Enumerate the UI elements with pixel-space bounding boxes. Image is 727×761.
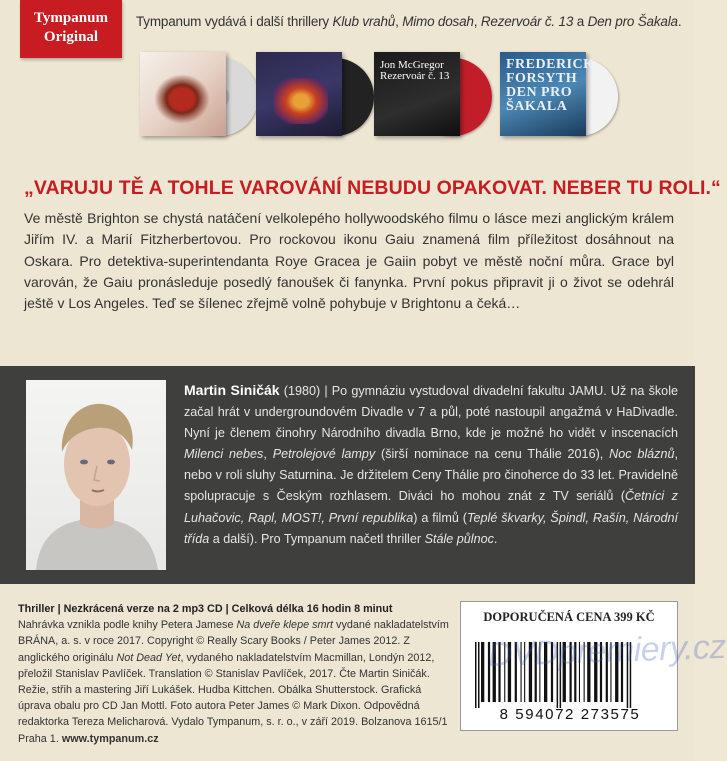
format-info: Thriller | Nezkrácená verze na 2 mp3 CD | Celková délka 16 hodin 8 minut — [18, 603, 393, 615]
bio-text: ) a filmů ( — [413, 510, 467, 525]
narrator-portrait-illustration — [26, 380, 166, 570]
bio-text: , nebo v roli sluhy Saturnina. Je držitelem Ceny Thálie pro činoherce do 33 let. Pravidelně spolupracuje s Českým rozhlasem. Diváci ho mohou znát z TV seriálů ( — [184, 447, 678, 504]
title-klub-vrahu: Klub vrahů — [332, 14, 396, 29]
barcode-bar — [481, 642, 484, 702]
cd-sleeve — [500, 52, 595, 136]
title-mimo-dosah: Mimo dosah — [402, 14, 474, 29]
badge-line2: Original — [43, 29, 99, 45]
cd-cover-klub-vrahu — [140, 52, 260, 136]
bio-text: (1980) | Po gymnáziu vystudoval divadelní fakultu JAMU. Už na škole začal hrát v undergroundovém Divadle v 7 a půl, poté nastoupil angažmá v HaDivadle. Nyní je členem činohry Národního divadla Brno, kde je možné ho vidět v inscenacích — [184, 384, 678, 441]
barcode-bar — [475, 642, 477, 708]
recommended-price: DOPORUČENÁ CENA 399 KČ — [483, 610, 655, 624]
barcode-number: 8 594072 273575 — [499, 706, 641, 723]
intro-suffix: . — [677, 14, 682, 29]
publisher-website: www.tympanum.cz — [61, 732, 159, 745]
cd-cover-text: FREDERICK FORSYTH DEN PRO ŠAKALA — [506, 57, 595, 114]
barcode-bar — [478, 642, 480, 708]
bio-text: a další). Pro Tympanum načetl thriller — [209, 531, 425, 546]
synopsis: Ve městě Brighton se chystá natáčení velkolepého hollywoodského filmu o lásce mezi anglickým králem Jiřím IV. a Marií Fitzherbertovou. Pro rockovou ikonu Gaiu znamená film příležitost dosáhnout na Oskara. Pro detektiva-superintendanta Roye Gracea je Gaiin pobyt ve městě noční můra. Grace byl varován, že Gaiu pronásleduje posedlý fanoušek či fanynka. První pokus připravit ji o život se odehrál ještě v Los Angeles. Teď se šílenec zřejmě volně pohybuje v Brightonu a čeká… — [24, 210, 674, 312]
bio-text: , — [263, 447, 273, 462]
intro-sep: , — [395, 14, 403, 29]
cd-sleeve — [140, 52, 226, 136]
production-credits — [18, 601, 454, 747]
tympanum-original-badge — [20, 0, 122, 58]
bio-play-title: Milenci nebes — [184, 447, 264, 462]
badge-line1: Tympanum — [34, 10, 108, 26]
bio-play-title: Petrolejové lampy — [272, 447, 376, 462]
intro-sep: , — [473, 14, 481, 29]
cd-cover-den-pro-sakala — [500, 52, 620, 136]
book-title-en: Not Dead Yet — [116, 651, 181, 664]
cd-cover-text: Jon McGregor Rezervoár č. 13 — [380, 59, 450, 82]
other-thrillers-intro — [136, 14, 686, 29]
credits-text — [18, 617, 454, 747]
cd-sleeve — [374, 52, 460, 136]
bio-text: (širší nominace na cenu Thálie 2016), — [375, 447, 610, 462]
credits-part: Nahrávka vznikla podle knihy Petera Jamese — [18, 619, 237, 632]
cd-cover-mimo-dosah — [256, 52, 376, 136]
credits-part: , vydaného nakladatelstvím Macmillan, Londýn 2012, přeložil Stanislav Pavlíček. Translation © Stanislav Pavlíček, 2017. Čte Martin Siničák. Režie, střih a mastering Jiří Lukášek. Hudba Kittchen. Obálka Shutterstock. Grafická úprava obalu pro CD Jan Mottl. Foto autora Peter James © Mark Dixon. Odpovědná redaktorka Tereza Melicharová. Vydalo Tympanum, s. r. o., v září 2019. Bolzanova 1615/1 Praha 1. — [18, 651, 448, 745]
watermark: DVDpremiery.cz — [487, 627, 727, 675]
book-title-cz: Na dveře klepe smrt — [236, 619, 334, 632]
title-rezervoar: Rezervoár č. 13 — [480, 14, 574, 29]
intro-sep: a — [573, 14, 588, 29]
cd-sleeve — [256, 52, 342, 136]
bio-text: . — [493, 531, 498, 546]
cd-cover-rezervoar — [374, 52, 494, 136]
title-den-pro-sakala: Den pro Šakala — [587, 14, 678, 29]
bio-series-titles: Četníci z Luhačovic, Rapl, MOST!, První republika — [184, 489, 678, 525]
narrator-bio — [184, 380, 678, 550]
bio-thriller-title: Stále půlnoc — [424, 531, 494, 546]
credits-part: vydané nakladatelstvím BRÁNA, a. s. v roce 2017. Copyright © Really Scary Books / Peter James 2012. Z anglického originálu — [18, 619, 449, 664]
bio-film-titles: Teplé škvarky, Špindl, Rašín, Národní třída — [184, 510, 679, 546]
narrator-name: Martin Siničák — [184, 382, 280, 398]
bio-play-title: Noc bláznů — [609, 447, 675, 462]
intro-prefix: Tympanum vydává i další thrillery — [136, 14, 333, 29]
narrator-photo — [26, 380, 166, 570]
headline-quote: „VARUJU TĚ A TOHLE VAROVÁNÍ NEBUDU OPAKOVAT. NEBER TU ROLI.“ — [24, 177, 721, 199]
